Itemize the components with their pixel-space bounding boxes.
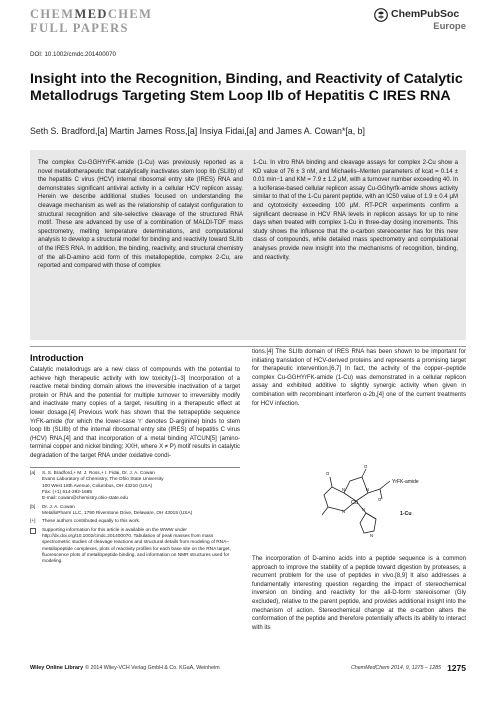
- author-list: Seth S. Bradford,[a] Martin James Ross,[a] Insiya Fidai,[a] and James A. Cowan*[a, b]: [30, 126, 365, 136]
- abstract-box: [30, 150, 466, 340]
- publisher-logo: [374, 8, 466, 38]
- body-text-left: Catalytic metallodrugs are a new class of compounds with the potential to achieve high therapeutic activity with low toxicity.[1–3] Incorporation of a reactive metal binding domain allows the irreversible inactivation of a target protein or RNA and the potential for multiple turnover to irreversibly modify and inactivate many copies of a target, resulting in a therapeutic effect at lower dosage.[4] Previous work has shown that the tetrapeptide sequence YrFK-amide (for which the lower-case ‘r’ denotes D-arginine) binds to stem loop IIb (SLIIb) of the internal ribosomal entry site (IRES) of hepatitis C virus (HCV) RNA,[4] and that incorporation of a metal binding ATCUN[5] (amino-terminal copper and nickel binding; XXH, where X ≠ P) motif results in catalytic degradation of the target RNA under oxidative condi-: [30, 367, 241, 459]
- page-footer: [30, 663, 466, 673]
- publisher-name: ChemPubSoc: [391, 8, 460, 20]
- footnote: Evans Laboratory of Chemistry, The Ohio State University: [42, 477, 164, 483]
- publisher-sub: Europe: [433, 21, 466, 32]
- footnote: 100 West 18th Avenue, Columbus, OH 43210 (USA): [42, 483, 153, 489]
- footnote: [a] S. S. Bradford,+ M. J. Ross,+ I. Fidai, Dr. J. A. Cowan: [30, 471, 155, 476]
- metal-label: Cu: [351, 500, 359, 506]
- chempubsoc-logo-icon: [374, 8, 388, 22]
- svg-text:N: N: [342, 487, 346, 492]
- footnote-supporting-info: Supporting information for this article is available on the WWW under http://dx.doi.org/10.1002/cmdc.201400070. Tabulation of peak masses from mass spectrometric studies of cleavage reactions and structural details from modeling of RNA–metallopeptide complexes, plots of reactivity profiles for each base site on the RNA target, fluorescence plots of metallopeptide binding, and information on NMR structures used for modeling.: [30, 528, 240, 566]
- chain-label: YrFK-amide: [392, 479, 419, 485]
- svg-text:N: N: [370, 533, 374, 538]
- svg-text:N: N: [366, 487, 370, 492]
- footnote: E-mail: cowan@chemistry.ohio-state.edu: [42, 496, 129, 502]
- body-text-right-top: tions.[4] The SLIIb domain of IRES RNA has been shown to be important for initiating translation of HCV-derived proteins and represents a promising target for therapeutic intervention.[6,7] In fact, the activity of the copper–peptide complex Cu-GGHYrFK-amide (1-Cu) was demonstrated in a cellular replicon assay and exhibited additive to slightly synergic activity when given in combination with recombinant interferon α-2b,[4] one of the current treatments for HCV infection.: [252, 349, 466, 407]
- journal-header: [30, 8, 470, 40]
- article-title: Insight into the Recognition, Binding, and Reactivity of Catalytic Metallodrugs Targeting Stem Loop IIb of Hepatitis C IRES RNA: [30, 71, 463, 104]
- compound-label: 1-Cu: [400, 511, 412, 517]
- section-heading: Introduction: [30, 346, 466, 363]
- svg-text:N: N: [342, 509, 346, 514]
- supporting-info-icon: [30, 528, 36, 534]
- abstract-col-2: 1-Cu. In vitro RNA binding and cleavage assays for complex 2-Cu show a KD value of 76 ± 3 nM, and Michaelis–Menten parameters of kcat = 0.14 ± 0.01 min−1 and KM = 7.9 ± 1.2 μM, with a turnover number exceeding 40. In a luciferase-based cellular replicon assay Cu-GGhyrfk-amide shows activity similar to that of the 1-Cu parent peptide, with an IC50 value of 1.9 ± 0.4 μM and cytotoxicity exceeding 100 μM. RT-PCR experiments confirm a significant decrease in HCV RNA levels in replicon assays for up to nine days when treated with complex 1-Cu in three-day dosing increments. This study shows the influence that the α-carbon stereocenter has for this new class of compounds, while detailed mass spectrometry and computational analyses provide new insight into the mechanisms of recognition, binding, and reactivity.: [253, 160, 458, 261]
- section-label: FULL PAPERS: [30, 21, 129, 35]
- page-number: 1275: [447, 663, 466, 673]
- journal-title: CHEMMEDCHEM: [30, 7, 153, 21]
- svg-text:O: O: [378, 497, 382, 502]
- footnote: MetalloPharm LLC, 1790 Riverstone Drive, Delaware, OH 43015 (USA): [42, 511, 193, 517]
- footnote: Fax: (+1) 614-292-1685: [42, 490, 93, 496]
- footnotes: [30, 467, 240, 566]
- footnote: [b] Dr. J. A. Cowan: [30, 504, 75, 510]
- footnote: [+] These authors contributed equally to this work.: [30, 519, 141, 525]
- svg-text:N: N: [362, 507, 366, 512]
- body-text-right-bottom: The incorporation of D-amino acids into a peptide sequence is a common approach to improve the stability of a peptide toward digestion by proteases, a recurrent problem for the use of peptides in vivo.[8,9] It also addresses a fundamentally interesting question regarding the impact of stereochemical inversion on binding and reactivity for the all-D-form stereoisomer (Gly excluded), relative to the parent peptide, and provides additional insight into the mechanism of action. Stereochemical change at the α-carbon alters the conformation of the peptide and therefore potentially affects its ability to interact with its: [252, 556, 466, 631]
- citation: ChemMedChem 2014, 9, 1275 – 1285: [350, 665, 442, 671]
- svg-text:O: O: [364, 464, 368, 469]
- copyright: © 2014 Wiley-VCH Verlag GmbH & Co. KGaA, Weinheim: [85, 665, 220, 671]
- svg-text:O: O: [326, 471, 330, 476]
- doi: DOI: 10.1002/cmdc.201400070: [30, 51, 116, 58]
- wiley-online-library: Wiley Online Library: [30, 665, 84, 671]
- chemical-structure: [300, 463, 430, 543]
- abstract-col-1: The complex Cu-GGHYrFK-amide (1-Cu) was previously reported as a novel metallotherapeutic that catalytically inactivates stem loop IIb (SLIIb) of the hepatitis C virus (HCV) internal ribosomal entry site (IRES) RNA and demonstrates significant antiviral activity in a cellular HCV replicon assay. Herein we describe additional studies focused on understanding the cleavage mechanism as well as the relationship of catalyst configuration to structural recognition and site-selective cleavage of the structured RNA motif. These are advanced by use of a combination of MALDI-TOF mass spectrometry, melting temperature determinations, and computational analysis to develop a structural model for binding and reactivity toward SLIIb of the IRES RNA. In addition, the binding, reactivity, and structural chemistry of the all-D-amino acid form of this metallopeptide, complex 2-Cu, are reported and compared with those of complex: [38, 160, 243, 270]
